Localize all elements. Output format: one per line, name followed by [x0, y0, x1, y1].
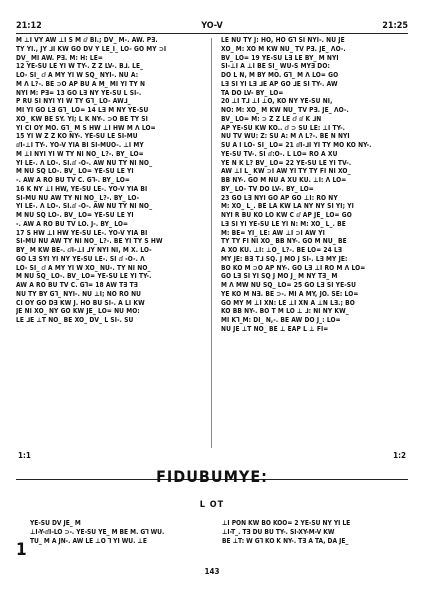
header-rule [16, 33, 408, 34]
text-line: M NU SQ LO-. BV_ LO= YE-SU LE YI [16, 167, 134, 176]
text-line: XO_ M: XO M KW NU_ TV P∃. JE_ ΛO-. [221, 44, 346, 53]
text-line: XO_ KW BE SY. YI; L K NY-. ⊃O BE TY SI [16, 114, 148, 123]
text-line: YE-SU DV JE_ M [30, 519, 81, 527]
text-line: SI-MU NU AW TY NI NO_ L?-. BY_ LO- [16, 193, 140, 202]
text-line: NYI M: P∃= 13 GO L∃ NY YE-SU L SI-. [16, 88, 142, 97]
text-line: ⊥I-Y-ⅆI-LO ⊃-. YE-SU YE_ M BE M. G⅂ WU. [30, 527, 165, 536]
text-line: 23 GO L∃ NYI GO AP GO ⊥I: RO NY [221, 193, 338, 202]
chapter-number: 1 [16, 540, 27, 560]
text-line: NYI R BU KO LO KW C ⅆ AP JE_ LO= GO [221, 211, 352, 219]
text-line: MI K⅂_M: DI_ N,-. BE AW DO J_: LO= [221, 316, 341, 324]
text-line: BV_ LO= M: ⊃ Z Z LE ⅆ ⅆ K ⅃N [221, 114, 322, 123]
text-line: NO: M: XO_ M KW NU_ TV P∃. JE_ ΛO-. [221, 106, 349, 114]
text-line: MI YI GO L∃ G⅂_ LO= 14 L∃ M NY YE-SU [16, 106, 149, 114]
text-line: BB NY-. GO M NU A XU KU. ⊥I: Λ LO= [221, 176, 347, 184]
text-line: BV_ LO= 19 YE-SU L∃ LE BY_ M NYI [221, 53, 339, 62]
left-text-column [16, 36, 206, 325]
column-divider [211, 38, 212, 448]
text-line: BO KO M ⊃O AP NY-. GO L∃ ⊥I RO M Λ LO= [221, 263, 366, 272]
text-line: BY_ LO- TV DO LV-. BY_ LO= [221, 184, 314, 193]
text-line: M ⊥I VY AW ⊥I S M ⅆ BI.; DV_ M-. AW. P∃. [16, 36, 158, 44]
text-line: AP YE-SU KW KO.. ⅆ ⊃ SU LE: ⊥I TY-. [221, 123, 345, 132]
page-number: 143 [204, 567, 220, 576]
text-line: M ⊥I NYI YI W TY NI NO_ L?-. BY_ LO= [16, 149, 144, 158]
text-line: AW A RO BU TV C. G⅂= 18 AW T∃ T∃ [16, 281, 138, 289]
text-line: AW ⊥I L_ KW ⊃I AW YI TY TY FI NI XO_ [221, 167, 351, 176]
text-line: BY_ M KW BE-. ⅆI-⊥I ⅃Y NYI NI, M X. LO- [16, 246, 152, 254]
text-line: SI-MU NU AW TY NI NO_ L?-. BE YI TY S HW [16, 237, 163, 246]
text-line: YI LE-. Λ LO-. SI.ⅆ -O-. AW NU TY NI NO_ [16, 158, 153, 167]
text-line: ⊥I-T_. T∃ DU BU TY-. SI-XY-M-V KW [222, 527, 335, 536]
text-line: MY JE: B∃ T⅃ SQ. J MO J SI-. L∃ MY JE: [221, 254, 348, 263]
text-line: SU A I LO- SI_ LO= 21 ⅆI-⅃I YI TY MO KO NY-. [221, 141, 372, 149]
text-line: YI LE-. Λ LO-. SI.ⅆ -O-. AW NU TY NI NO_ [16, 202, 153, 211]
book-section-subtitle: L OT [199, 500, 225, 510]
bottom-right-text-column [222, 519, 412, 545]
text-line: 20 ⊥I T⅃ ⊥I ⊥O, KO NY YE-SU NI, [221, 97, 333, 106]
text-line: ⅆI-⊥I TY-. YO-V YIA BI SI-MUO-. ⊥I MY [16, 141, 144, 149]
header-right-reference: 21:25 [382, 21, 408, 31]
text-line: M Λ MW NU SQ_ LO= 25 GO L∃ SI YE-SU [221, 281, 357, 289]
text-line: -. AW A RO BU TV C. G⅂-. BY_ LO= [16, 176, 130, 184]
text-line: ⊥I PON KW BO KOO= 2 YE-SU NY YI LE [222, 519, 351, 527]
text-line: M Λ L?-. BE ⊃O AP BU A M_ MI YI TY N [16, 79, 146, 88]
text-line: P RU SI NYI YI W TY G⅂_ LO- AW⅃_ [16, 97, 131, 106]
text-line: GO MY M ⊥I XN: LE ⊥I XN A ⊥N L∃.; BO [221, 298, 355, 307]
text-line: GO L∃ SI YI SQ J MO J_ M NY T∃_ M [221, 272, 338, 281]
text-line: LO- SI_ ⅆ A MY YI W XO_ NU-. TY NI NO_ [16, 263, 151, 272]
footnote-reference-left: 1:1 [18, 451, 31, 460]
text-line: CI OY GO D∃ KW J. HO BU SI-. A LI KW [16, 298, 145, 307]
text-line: M NU SQ LO-. BV_ LO= YE-SU LE YI [16, 211, 134, 219]
text-line: TY YI., JY ⅃I KW GO DV Y LE_I_ LO- GO MY ⊃I [16, 44, 167, 53]
right-text-column [221, 36, 411, 334]
text-line: KO BB NY-. BO T M LO ⊥ ⅃: NI NY KW_ [221, 307, 349, 316]
book-section-title: FIDUBUMYE: [156, 467, 268, 486]
text-line: LE NU TY J: HO, HO G⅂ SI NYI-. NU JE [221, 36, 345, 44]
text-line: L∃ SI YI YE-SU LE YI N: M: XO_ L_. BE [221, 219, 346, 228]
text-line: SI-⊥I A ⊥I BE SI_ WU-S MY∃ DO: [221, 62, 330, 71]
text-line: -. AW A RO BU TV LO. J-. BY_ LO= [16, 219, 129, 228]
header-left-reference: 21:12 [16, 21, 42, 31]
text-line: A XO KU. ⊥I: ⊥O_ L?-. BE LO= 24 L∃ [221, 246, 343, 254]
text-line: YE N K L? BV_ LO= 22 YE-SU LE YI TV-. [221, 158, 352, 167]
text-line: DV_ MI AW. P∃. M: H: LE= [16, 53, 104, 62]
text-line: NU TV WU: Z: SU A: M Λ L?-. BE N NYI [221, 132, 350, 141]
text-line: TU_ M A JN-. AW LE ⊥O ⅂ YI WU. ⊥E [30, 536, 147, 545]
text-line: NU JE ⊥T NO_ BE ⊥ EAP L ⊥ FI= [221, 324, 329, 333]
bottom-left-text-column [30, 519, 206, 545]
text-line: JE NI XO_ NY GO KW JE_ LO= NU MO: [16, 307, 140, 316]
text-line: YI CI OY MO. G⅂_ M S HW ⊥I HW M Λ LO= [16, 123, 156, 132]
text-line: 17 S HW ⊥I HW YE-SU LE-. YO-V YIA BI [16, 228, 148, 237]
text-line: 15 YI W Z Z KO NY-. YE-SU LE SI-MU [16, 132, 138, 141]
text-line: L∃ SI YI L∃ ⅃E AP GO ⅃E SI TY-. AW [221, 79, 338, 88]
text-line: NU TY BY G⅂_ NYI-. NU ⊥I; NO RO NU [16, 289, 142, 298]
text-line: M: XO_ L_. BE LA KW LA NY NY SI YI; YI [221, 202, 354, 211]
text-line: 12 YE-SU LE YI W TY-. Z Z LV-. B⅃. LE_ [16, 62, 144, 71]
text-line: 16 K NY ⊥I HW, YE-SU LE-. YO-V YIA BI [16, 184, 148, 193]
footnote-reference-right: 1:2 [393, 451, 406, 460]
text-line: M NU SQ_ LO-. BV_ LO= YE-SU LE YI TY-. [16, 272, 152, 281]
text-line: TY TY FI NI XO_ BB NY-. GO M NU_ BE [221, 237, 347, 246]
text-line: M: BE= YI_ LE: AW ⊥I ⊃I AW YI [221, 228, 325, 237]
header-book-title: YO-V [201, 21, 223, 31]
text-line: YE-SU TV-. SI ⅆ:O-. L LO= RO A XU [221, 149, 338, 158]
text-line: LO- SI_ ⅆ A MY YI W SQ_ NYI-. NU A: [16, 71, 139, 79]
text-line: TA DO LV- BY_ LO= [221, 88, 284, 97]
text-line: DO L N, M BY MO. G⅂_ M Λ LO= GO [221, 71, 339, 79]
text-line: LE ⅃E ⊥T NO_ BE XO_ DV_ L SI-. SU [16, 316, 134, 324]
text-line: GO L∃ SYI YI NY YE-SU LE-. SI ⅆ -O-. Λ [16, 254, 145, 263]
text-line: BE ⊥T: W G⅂ KO K NY-. T∃ A TA, DA JE_ [222, 536, 349, 545]
text-line: YE KO M N∃. BE ⊃-. MI A MY, JO. SE: LO= [221, 289, 359, 298]
